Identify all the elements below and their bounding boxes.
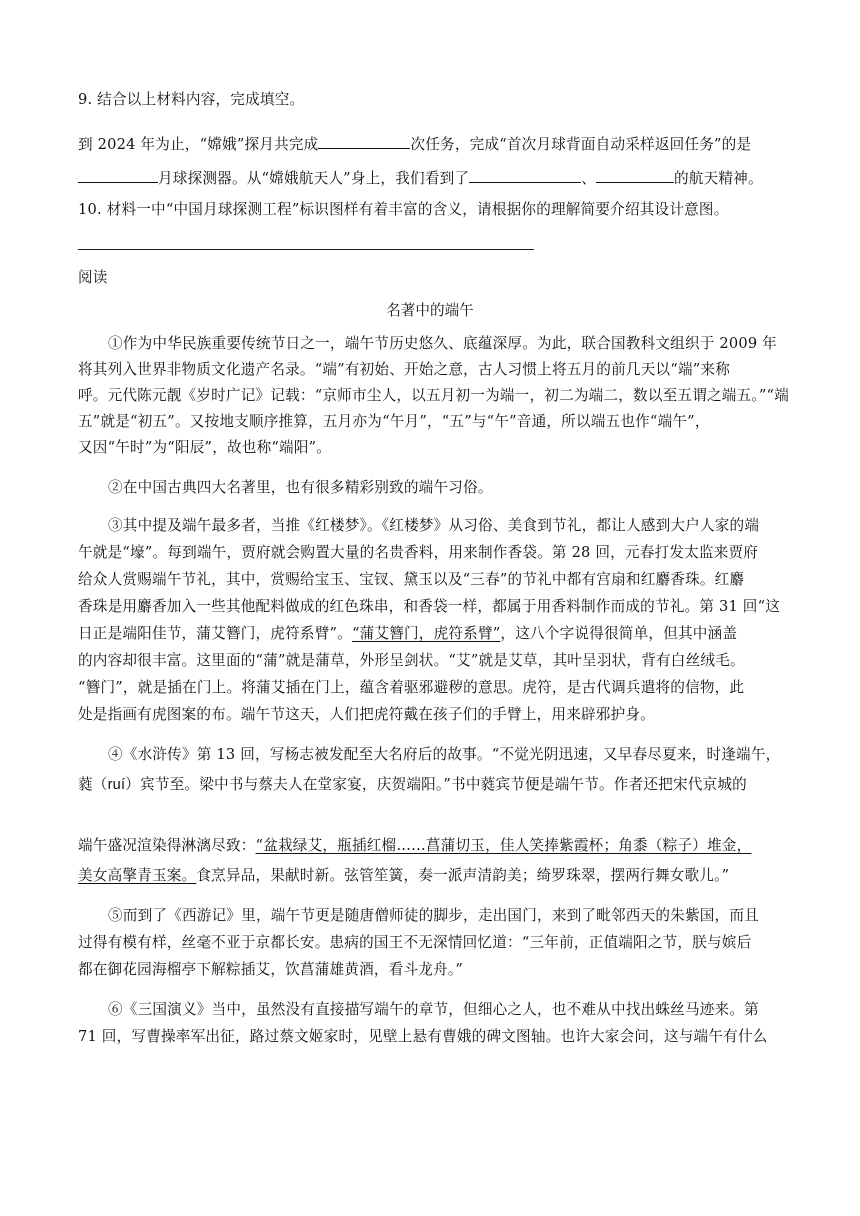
paragraph-line: ①作为中华民族重要传统节日之一，端午节历史悠久、底蕴深厚。为此，联合国教科文组织于 2009 年 — [108, 335, 777, 352]
paragraph-line: “簪门”，就是插在门上。将蒲艾插在门上，蕴含着驱邪避秽的意思。虎符，是古代调兵遣将的信物，此 — [78, 679, 745, 696]
paragraph-line: 午就是“壕”。每到端午，贾府就会购置大量的名贵香料，用来制作香袋。第 28 回，元春打发太监来贾府 — [78, 544, 759, 561]
paragraph-line — [78, 624, 784, 644]
paragraph-line: 五”就是“初五”。又按地支顺序推算，五月亦为“午月”，“五”与“午”音通，所以端五也作“端午”， — [78, 413, 710, 430]
paragraph-line: ⑥《三国演义》当中，虽然没有直接描写端午的章节，但细心之人，也不难从中找出蛛丝马迹来。第 — [108, 1001, 759, 1018]
fill-blank-3[interactable] — [469, 168, 581, 183]
q9-text-2c: 的航天精神。 — [674, 170, 763, 187]
paragraph-line: 给众人赏赐端午节礼，其中，赏赐给宝玉、宝钗、黛玉以及“三春”的节礼中都有宫扇和红麝香珠。红麝 — [78, 571, 745, 588]
paragraph-line: 过得有模有样，丝毫不亚于京都长安。患病的国王不无深情回忆道：“三年前，正值端阳之节，朕与嫔后 — [78, 934, 752, 951]
paragraph-line: 又因“午时”为“阳辰”，故也称“端阳”。 — [78, 439, 332, 456]
paragraph-line — [78, 775, 784, 795]
fill-blank-4[interactable] — [596, 168, 674, 183]
question-10-prompt: 10. 材料一中“中国月球探测工程”标识图样有着丰富的含义，请根据你的理解简要介绍其设计意图。 — [78, 201, 729, 218]
underlined-quote: “蒲艾簪门，虎符系臂” — [351, 625, 501, 642]
answer-line[interactable] — [78, 249, 534, 250]
paragraph-line: 的内容却很丰富。这里面的“蒲”就是蒲草，外形呈剑状。“艾”就是艾草，其叶呈羽状，背有白丝绒毛。 — [78, 652, 745, 669]
question-9-line-1 — [78, 134, 784, 155]
q9-text-1a: 到 2024 年为止，“嫦娥”探月共完成 — [78, 136, 319, 153]
text-segment: 蕤（ — [78, 776, 108, 793]
q9-text-2b: 、 — [581, 170, 596, 187]
underlined-quote: “盆栽绿艾，瓶插红榴……菖蒲切玉，佳人笑捧紫霞杯；角黍（粽子）堆金， — [255, 837, 752, 854]
text-segment: ，这八个字说得很简单，但其中涵盖 — [500, 625, 738, 642]
underlined-quote: 美女高擎青玉案。 — [78, 867, 197, 884]
text-segment: 食烹异品，果献时新。弦管笙簧，奏一派声清韵美；绮罗珠翠，摆两行舞女歌儿。” — [196, 867, 730, 884]
paragraph-line — [78, 866, 784, 886]
text-segment: 端午盛况渲染得淋漓尽致： — [78, 837, 256, 854]
paragraph-line: 处是指画有虎图案的布。端午节这天，人们把虎符戴在孩子们的手臂上，用来辟邪护身。 — [78, 706, 655, 723]
text-segment: ）宾节至。梁中书与蔡夫人在堂家宴，庆贺端阳。”书中蕤宾节便是端午节。作者还把宋代京城的 — [125, 776, 747, 793]
fill-blank-2[interactable] — [78, 168, 158, 183]
paragraph-line: 呼。元代陈元靓《岁时广记》记载：“京师市尘人，以五月初一为端一，初二为端二，数以至五谓之端五。”“端 — [78, 387, 789, 404]
paragraph-line: 将其列入世界非物质文化遗产名录。“端”有初始、开始之意，古人习惯上将五月的前几天以“端”来称 — [78, 361, 730, 378]
article-title: 名著中的端午 — [386, 302, 474, 319]
pinyin-annotation: ruí — [107, 777, 126, 793]
paragraph-line: 香珠是用麝香加入一些其他配料做成的红色珠串，和香袋一样，都属于用香料制作而成的节礼。第 31 回“这 — [78, 598, 781, 615]
question-9-line-2 — [78, 168, 784, 189]
question-9-prompt: 9. 结合以上材料内容，完成填空。 — [78, 91, 305, 108]
fill-blank-1[interactable] — [318, 134, 410, 149]
reading-heading: 阅读 — [78, 269, 108, 286]
paragraph-line: ④《水浒传》第 13 回，写杨志被发配至大名府后的故事。“不觉光阴迅速，又早春尽夏来，时逢端午， — [108, 746, 781, 763]
q9-text-1b: 次任务，完成“首次月球背面自动采样返回任务”的是 — [410, 136, 752, 153]
q9-text-2a: 月球探测器。从“嫦娥航天人”身上，我们看到了 — [158, 170, 470, 187]
paragraph-line: 71 回，写曹操率军出征，路过蔡文姬家时，见壁上悬有曹娥的碑文图轴。也许大家会问，这与端午有什么 — [78, 1028, 768, 1045]
paragraph-line — [78, 836, 784, 856]
paragraph-line: ⑤而到了《西游记》里，端午节更是随唐僧师徒的脚步，走出国门，来到了毗邻西天的朱紫国，而且 — [108, 907, 759, 924]
paragraph-line: 都在御花园海榴亭下解粽插艾，饮菖蒲雄黄酒，看斗龙舟。” — [78, 961, 464, 978]
paragraph-line: ③其中提及端午最多者，当推《红楼梦》。《红楼梦》从习俗、美食到节礼，都让人感到大户人家的端 — [108, 517, 760, 534]
paragraph-line: ②在中国古典四大名著里，也有很多精彩别致的端午习俗。 — [108, 479, 493, 496]
text-segment: 日正是端阳佳节，蒲艾簪门，虎符系臂”。 — [78, 625, 352, 642]
